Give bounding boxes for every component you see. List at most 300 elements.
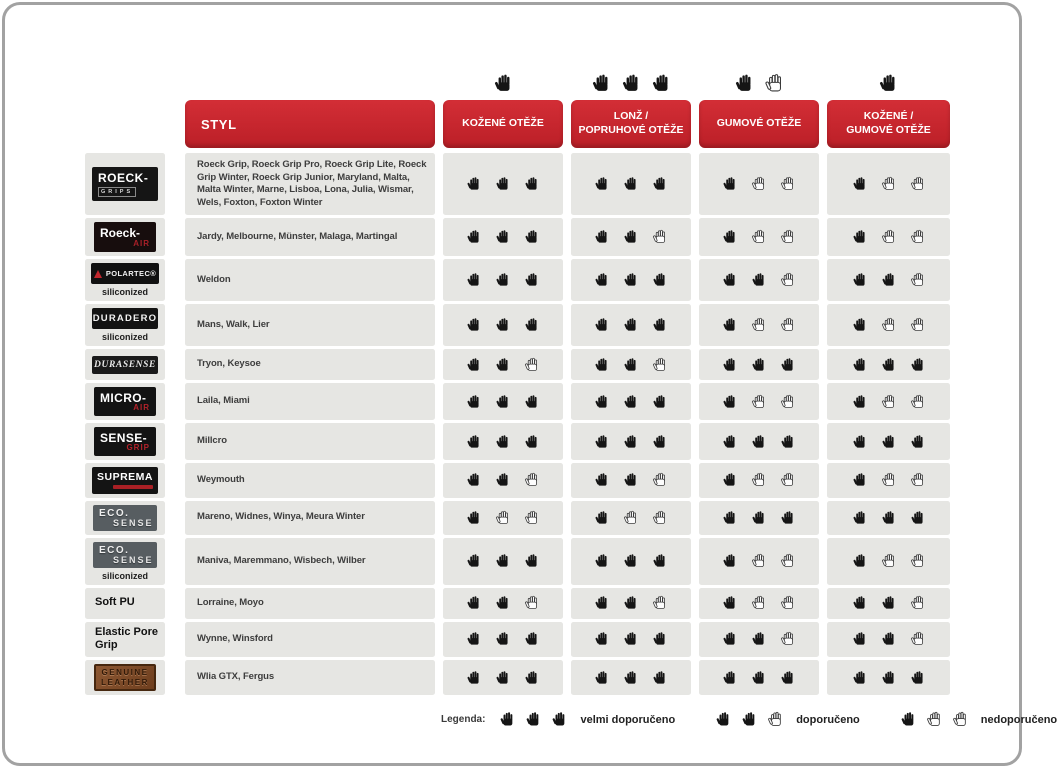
styles-cell bbox=[185, 259, 435, 301]
rating-cell-col3 bbox=[699, 423, 819, 460]
hand-outline-icon bbox=[751, 595, 767, 611]
column-title: GUMOVÉ OTĚŽE bbox=[699, 100, 819, 148]
hand-filled-icon bbox=[852, 553, 868, 569]
hand-filled-icon bbox=[591, 73, 612, 94]
hand-filled-icon bbox=[852, 272, 868, 288]
rating-cell-col3 bbox=[699, 660, 819, 695]
column-rating-hands bbox=[591, 70, 672, 94]
brand-badge-subline: GRIPS bbox=[98, 187, 136, 197]
hand-filled-icon bbox=[722, 595, 738, 611]
hand-filled-icon bbox=[466, 272, 482, 288]
hand-filled-icon bbox=[623, 272, 639, 288]
hand-filled-icon bbox=[623, 595, 639, 611]
rating-cell-col4 bbox=[827, 660, 950, 695]
table-row bbox=[85, 501, 960, 535]
hand-filled-icon bbox=[524, 272, 540, 288]
hand-outline-icon bbox=[952, 711, 969, 728]
hand-filled-icon bbox=[741, 711, 758, 728]
hand-filled-icon bbox=[524, 176, 540, 192]
hand-outline-icon bbox=[780, 229, 796, 245]
hand-filled-icon bbox=[594, 434, 610, 450]
rating-cell-col3 bbox=[699, 304, 819, 346]
brand-badge bbox=[93, 505, 157, 531]
brand-badge-name: ECO. bbox=[99, 507, 130, 519]
hand-filled-icon bbox=[751, 631, 767, 647]
hand-outline-icon bbox=[910, 229, 926, 245]
hand-filled-icon bbox=[499, 711, 516, 728]
hand-filled-icon bbox=[466, 394, 482, 410]
rating-column-headers bbox=[443, 70, 950, 148]
hand-outline-icon bbox=[780, 553, 796, 569]
hand-outline-icon bbox=[751, 472, 767, 488]
hand-filled-icon bbox=[751, 670, 767, 686]
hand-outline-icon bbox=[881, 176, 897, 192]
brand-badge-subline: AIR bbox=[133, 239, 150, 249]
column-title: LONŽ / POPRUHOVÉ OTĚŽE bbox=[571, 100, 691, 148]
table-row bbox=[85, 660, 960, 695]
hand-outline-icon bbox=[751, 553, 767, 569]
hand-filled-icon bbox=[751, 510, 767, 526]
comparison-table bbox=[85, 70, 1057, 728]
brand-badge bbox=[93, 542, 157, 568]
styles-cell bbox=[185, 588, 435, 619]
hand-filled-icon bbox=[594, 272, 610, 288]
rating-cell-col1 bbox=[443, 383, 563, 420]
hand-filled-icon bbox=[910, 510, 926, 526]
hand-filled-icon bbox=[551, 711, 568, 728]
legend-hands bbox=[499, 711, 568, 728]
hand-filled-icon bbox=[594, 670, 610, 686]
rating-cell-col4 bbox=[827, 501, 950, 535]
hand-filled-icon bbox=[466, 229, 482, 245]
rating-column-2 bbox=[571, 70, 691, 148]
hand-outline-icon bbox=[780, 595, 796, 611]
hand-filled-icon bbox=[594, 595, 610, 611]
hand-filled-icon bbox=[524, 394, 540, 410]
brand-badge bbox=[92, 167, 158, 201]
hand-filled-icon bbox=[852, 670, 868, 686]
brand-cell bbox=[85, 383, 165, 420]
brand-badge-name: ROECK- bbox=[98, 171, 149, 186]
brand-badge-name: SUPREMA bbox=[97, 471, 154, 484]
hand-filled-icon bbox=[881, 631, 897, 647]
styles-text: Jardy, Melbourne, Münster, Malaga, Martingal bbox=[197, 230, 398, 242]
hand-outline-icon bbox=[780, 472, 796, 488]
hand-filled-icon bbox=[466, 357, 482, 373]
hand-filled-icon bbox=[623, 631, 639, 647]
column-rating-hands bbox=[878, 70, 899, 94]
styles-text: Mareno, Widnes, Winya, Meura Winter bbox=[197, 511, 365, 523]
hand-filled-icon bbox=[623, 670, 639, 686]
brand-badge-name: Roeck- bbox=[100, 226, 141, 241]
hand-outline-icon bbox=[751, 394, 767, 410]
rating-cell-col3 bbox=[699, 622, 819, 658]
brand-cell bbox=[85, 349, 165, 380]
styles-cell bbox=[185, 660, 435, 695]
rating-cell-col1 bbox=[443, 538, 563, 585]
hand-filled-icon bbox=[910, 670, 926, 686]
rating-cell-col3 bbox=[699, 218, 819, 256]
rating-cell-col2 bbox=[571, 660, 691, 695]
hand-filled-icon bbox=[900, 711, 917, 728]
legend-item-1 bbox=[499, 711, 675, 728]
table-row bbox=[85, 463, 960, 498]
brand-badge bbox=[94, 427, 156, 456]
hand-outline-icon bbox=[767, 711, 784, 728]
hand-outline-icon bbox=[652, 595, 668, 611]
hand-outline-icon bbox=[780, 394, 796, 410]
styles-cell bbox=[185, 153, 435, 215]
hand-filled-icon bbox=[623, 229, 639, 245]
brand-badge-name: SENSE- bbox=[100, 431, 148, 446]
styles-text: Laila, Miami bbox=[197, 395, 250, 407]
brand-badge-subline: GRIP bbox=[126, 443, 150, 453]
hand-outline-icon bbox=[652, 472, 668, 488]
hand-filled-icon bbox=[466, 631, 482, 647]
hand-filled-icon bbox=[524, 631, 540, 647]
hand-outline-icon bbox=[910, 176, 926, 192]
styles-text: Maniva, Maremmano, Wisbech, Wilber bbox=[197, 554, 366, 566]
hand-filled-icon bbox=[594, 317, 610, 333]
table-row bbox=[85, 259, 960, 301]
hand-filled-icon bbox=[881, 434, 897, 450]
rating-cell-col4 bbox=[827, 153, 950, 215]
legend-label: Legenda: bbox=[441, 714, 486, 726]
brand-badge-name: DURADERO bbox=[92, 313, 158, 325]
table-row bbox=[85, 588, 960, 619]
legend-item-3 bbox=[900, 711, 1057, 728]
rating-cell-col1 bbox=[443, 423, 563, 460]
rating-cell-col2 bbox=[571, 304, 691, 346]
hand-outline-icon bbox=[524, 595, 540, 611]
hand-filled-icon bbox=[722, 176, 738, 192]
hand-filled-icon bbox=[594, 229, 610, 245]
rating-cell-col3 bbox=[699, 349, 819, 380]
rating-cell-col2 bbox=[571, 383, 691, 420]
hand-filled-icon bbox=[780, 434, 796, 450]
hand-filled-icon bbox=[881, 357, 897, 373]
brand-cell bbox=[85, 218, 165, 256]
styles-text: Weymouth bbox=[197, 474, 245, 486]
hand-filled-icon bbox=[594, 394, 610, 410]
hand-outline-icon bbox=[910, 472, 926, 488]
hand-filled-icon bbox=[594, 472, 610, 488]
hand-filled-icon bbox=[722, 317, 738, 333]
hand-filled-icon bbox=[466, 553, 482, 569]
hand-filled-icon bbox=[623, 553, 639, 569]
styl-column-header: STYL bbox=[185, 100, 435, 148]
hand-filled-icon bbox=[466, 317, 482, 333]
hand-filled-icon bbox=[495, 434, 511, 450]
brand-badge bbox=[94, 222, 156, 252]
rating-cell-col4 bbox=[827, 538, 950, 585]
brand-badge-name: GENUINE bbox=[101, 668, 149, 678]
hand-filled-icon bbox=[594, 357, 610, 373]
hand-filled-icon bbox=[780, 670, 796, 686]
hand-filled-icon bbox=[594, 510, 610, 526]
brand-cell bbox=[85, 501, 165, 535]
rating-cell-col4 bbox=[827, 259, 950, 301]
rating-cell-col1 bbox=[443, 588, 563, 619]
legend bbox=[85, 711, 1057, 728]
hand-filled-icon bbox=[852, 317, 868, 333]
hand-filled-icon bbox=[524, 434, 540, 450]
brand-badge bbox=[92, 308, 158, 329]
brand-label: Elastic Pore Grip bbox=[95, 625, 158, 652]
hand-filled-icon bbox=[623, 176, 639, 192]
hand-filled-icon bbox=[722, 510, 738, 526]
rating-cell-col2 bbox=[571, 218, 691, 256]
brand-badge-subline: LEATHER bbox=[101, 677, 149, 687]
brand-cell bbox=[85, 259, 165, 301]
hand-outline-icon bbox=[623, 510, 639, 526]
hand-filled-icon bbox=[524, 229, 540, 245]
brand-badge-name: POLARTEC® bbox=[105, 269, 157, 279]
hand-outline-icon bbox=[910, 631, 926, 647]
rating-cell-col2 bbox=[571, 349, 691, 380]
hand-filled-icon bbox=[881, 272, 897, 288]
hand-filled-icon bbox=[852, 472, 868, 488]
hand-filled-icon bbox=[852, 357, 868, 373]
hand-filled-icon bbox=[525, 711, 542, 728]
hand-filled-icon bbox=[881, 510, 897, 526]
styles-text: Lorraine, Moyo bbox=[197, 596, 264, 608]
hand-filled-icon bbox=[495, 176, 511, 192]
rating-cell-col2 bbox=[571, 538, 691, 585]
hand-filled-icon bbox=[881, 595, 897, 611]
brand-badge bbox=[92, 356, 158, 374]
brand-label: Soft PU bbox=[95, 596, 135, 609]
hand-outline-icon bbox=[780, 272, 796, 288]
styles-cell bbox=[185, 383, 435, 420]
rating-cell-col1 bbox=[443, 259, 563, 301]
hand-outline-icon bbox=[881, 229, 897, 245]
hand-outline-icon bbox=[780, 631, 796, 647]
hand-outline-icon bbox=[910, 317, 926, 333]
hand-outline-icon bbox=[751, 229, 767, 245]
hand-filled-icon bbox=[466, 510, 482, 526]
styles-cell bbox=[185, 304, 435, 346]
rating-cell-col1 bbox=[443, 153, 563, 215]
rating-cell-col4 bbox=[827, 463, 950, 498]
hand-outline-icon bbox=[524, 357, 540, 373]
rating-cell-col4 bbox=[827, 383, 950, 420]
brand-cell bbox=[85, 304, 165, 346]
brand-note: siliconized bbox=[101, 332, 148, 343]
hand-outline-icon bbox=[910, 394, 926, 410]
column-rating-hands bbox=[734, 70, 785, 94]
hand-filled-icon bbox=[524, 317, 540, 333]
table-row bbox=[85, 538, 960, 585]
hand-outline-icon bbox=[881, 317, 897, 333]
column-title: KOŽENÉ OTĚŽE bbox=[443, 100, 563, 148]
rating-cell-col1 bbox=[443, 218, 563, 256]
hand-filled-icon bbox=[652, 631, 668, 647]
styles-text: Millcro bbox=[197, 435, 227, 447]
rating-cell-col2 bbox=[571, 259, 691, 301]
styles-text: Weldon bbox=[197, 273, 231, 285]
hand-filled-icon bbox=[751, 434, 767, 450]
styles-cell bbox=[185, 218, 435, 256]
table-row bbox=[85, 622, 960, 658]
table-row bbox=[85, 218, 960, 256]
hand-filled-icon bbox=[652, 176, 668, 192]
rating-cell-col1 bbox=[443, 660, 563, 695]
hand-filled-icon bbox=[722, 272, 738, 288]
brand-cell bbox=[85, 463, 165, 498]
hand-filled-icon bbox=[852, 595, 868, 611]
hand-filled-icon bbox=[495, 670, 511, 686]
hand-filled-icon bbox=[715, 711, 732, 728]
brand-note: siliconized bbox=[101, 570, 148, 581]
table-header bbox=[85, 70, 960, 148]
hand-filled-icon bbox=[722, 472, 738, 488]
hand-outline-icon bbox=[910, 272, 926, 288]
styles-cell bbox=[185, 423, 435, 460]
rating-cell-col3 bbox=[699, 153, 819, 215]
hand-outline-icon bbox=[495, 510, 511, 526]
hand-filled-icon bbox=[495, 595, 511, 611]
styles-text: Wlia GTX, Fergus bbox=[197, 671, 275, 683]
brand-badge bbox=[94, 664, 156, 691]
hand-filled-icon bbox=[524, 670, 540, 686]
hand-filled-icon bbox=[722, 357, 738, 373]
hand-filled-icon bbox=[652, 434, 668, 450]
brand-badge-subline: SENSE bbox=[113, 554, 154, 565]
hand-filled-icon bbox=[910, 357, 926, 373]
legend-item-text: doporučeno bbox=[796, 713, 860, 726]
rating-cell-col1 bbox=[443, 622, 563, 658]
hand-filled-icon bbox=[722, 434, 738, 450]
hand-filled-icon bbox=[852, 631, 868, 647]
hand-outline-icon bbox=[652, 510, 668, 526]
hand-filled-icon bbox=[852, 229, 868, 245]
rating-cell-col3 bbox=[699, 383, 819, 420]
rating-cell-col2 bbox=[571, 423, 691, 460]
rating-cell-col3 bbox=[699, 538, 819, 585]
hand-outline-icon bbox=[926, 711, 943, 728]
hand-outline-icon bbox=[652, 357, 668, 373]
hand-filled-icon bbox=[652, 317, 668, 333]
hand-filled-icon bbox=[722, 670, 738, 686]
column-rating-hands bbox=[493, 70, 514, 94]
rating-cell-col4 bbox=[827, 218, 950, 256]
rating-cell-col2 bbox=[571, 153, 691, 215]
brand-cell bbox=[85, 622, 165, 658]
hand-filled-icon bbox=[623, 394, 639, 410]
hand-filled-icon bbox=[734, 73, 755, 94]
brand-cell bbox=[85, 153, 165, 215]
rating-column-1 bbox=[443, 70, 563, 148]
rating-column-4 bbox=[827, 70, 950, 148]
brand-cell bbox=[85, 538, 165, 585]
hand-filled-icon bbox=[852, 176, 868, 192]
table-row bbox=[85, 383, 960, 420]
hand-filled-icon bbox=[852, 510, 868, 526]
hand-filled-icon bbox=[495, 357, 511, 373]
hand-filled-icon bbox=[651, 73, 672, 94]
hand-filled-icon bbox=[722, 553, 738, 569]
polartec-triangle-icon bbox=[94, 270, 102, 278]
hand-outline-icon bbox=[764, 73, 785, 94]
hand-filled-icon bbox=[493, 73, 514, 94]
table-row bbox=[85, 304, 960, 346]
brand-badge bbox=[91, 263, 159, 284]
brand-note: siliconized bbox=[101, 287, 148, 298]
hand-outline-icon bbox=[910, 553, 926, 569]
hand-filled-icon bbox=[780, 357, 796, 373]
styles-cell bbox=[185, 349, 435, 380]
rating-cell-col2 bbox=[571, 501, 691, 535]
hand-filled-icon bbox=[722, 229, 738, 245]
rating-cell-col1 bbox=[443, 463, 563, 498]
legend-item-text: velmi doporučeno bbox=[580, 713, 676, 726]
hand-filled-icon bbox=[594, 176, 610, 192]
hand-filled-icon bbox=[495, 394, 511, 410]
hand-filled-icon bbox=[652, 394, 668, 410]
hand-outline-icon bbox=[751, 317, 767, 333]
hand-filled-icon bbox=[751, 272, 767, 288]
styles-cell bbox=[185, 501, 435, 535]
hand-filled-icon bbox=[852, 394, 868, 410]
hand-outline-icon bbox=[780, 317, 796, 333]
table-row bbox=[85, 423, 960, 460]
hand-filled-icon bbox=[623, 434, 639, 450]
hand-filled-icon bbox=[495, 631, 511, 647]
hand-outline-icon bbox=[881, 394, 897, 410]
brand-badge bbox=[94, 387, 156, 416]
hand-filled-icon bbox=[878, 73, 899, 94]
brand-badge bbox=[92, 467, 158, 494]
hand-filled-icon bbox=[594, 631, 610, 647]
legend-item-text: nedoporučeno bbox=[980, 713, 1057, 726]
column-title: KOŽENÉ / GUMOVÉ OTĚŽE bbox=[827, 100, 950, 148]
rating-cell-col4 bbox=[827, 349, 950, 380]
brand-badge-name: MICRO- bbox=[100, 391, 147, 406]
hand-filled-icon bbox=[780, 510, 796, 526]
table-row bbox=[85, 153, 960, 215]
brand-cell bbox=[85, 588, 165, 619]
legend-hands bbox=[900, 711, 969, 728]
hand-filled-icon bbox=[881, 670, 897, 686]
hand-filled-icon bbox=[495, 472, 511, 488]
rating-cell-col3 bbox=[699, 463, 819, 498]
rating-cell-col3 bbox=[699, 259, 819, 301]
hand-filled-icon bbox=[751, 357, 767, 373]
table-row bbox=[85, 349, 960, 380]
hand-filled-icon bbox=[466, 434, 482, 450]
hand-filled-icon bbox=[910, 434, 926, 450]
rating-cell-col2 bbox=[571, 622, 691, 658]
hand-filled-icon bbox=[621, 73, 642, 94]
hand-filled-icon bbox=[495, 317, 511, 333]
legend-item-2 bbox=[715, 711, 860, 728]
hand-outline-icon bbox=[881, 553, 897, 569]
hand-filled-icon bbox=[466, 595, 482, 611]
hand-filled-icon bbox=[466, 176, 482, 192]
hand-outline-icon bbox=[524, 472, 540, 488]
hand-outline-icon bbox=[751, 176, 767, 192]
styles-text: Mans, Walk, Lier bbox=[197, 318, 270, 330]
hand-filled-icon bbox=[524, 553, 540, 569]
hand-filled-icon bbox=[652, 670, 668, 686]
rating-cell-col4 bbox=[827, 588, 950, 619]
rating-cell-col1 bbox=[443, 304, 563, 346]
styles-cell bbox=[185, 622, 435, 658]
styles-text: Roeck Grip, Roeck Grip Pro, Roeck Grip Lite, Roeck Grip Winter, Roeck Grip Junior, Maryland, Malta, Malta Winter, Marne, Lisboa, Lona, Julia, Wismar, Wels, Foxton, Foxton Winter bbox=[197, 159, 427, 208]
rating-cell-col1 bbox=[443, 501, 563, 535]
brand-badge-subline: AIR bbox=[133, 403, 150, 413]
